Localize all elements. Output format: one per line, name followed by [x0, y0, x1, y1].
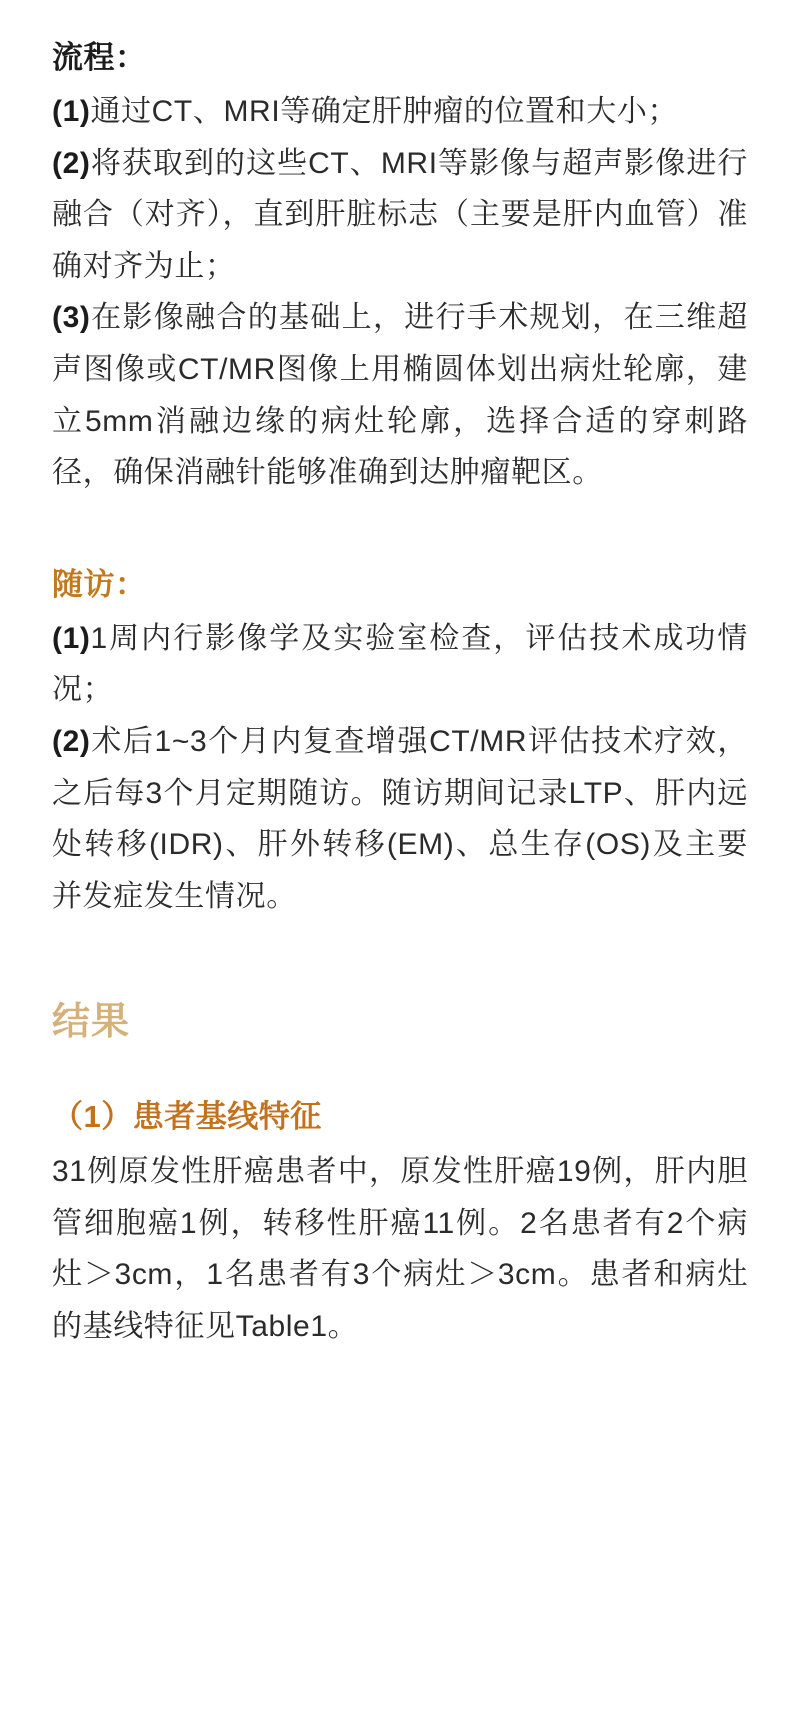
result-subsection-heading: （1）患者基线特征 — [52, 1098, 322, 1134]
procedure-item-3-text: 在影像融合的基础上，进行手术规划，在三维超声图像或CT/MR图像上用椭圆体划出病灶轮廓，建立5mm消融边缘的病灶轮廓，选择合适的穿刺路径，确保消融针能够准确到达肿瘤靶区。 — [52, 301, 748, 490]
procedure-item-1 — [52, 86, 748, 138]
procedure-item-2 — [52, 138, 748, 293]
procedure-item-3 — [52, 292, 748, 498]
procedure-item-2-text: 将获取到的这些CT、MRI等影像与超声影像进行融合（对齐），直到肝脏标志（主要是肝内血管）准确对齐为止； — [52, 146, 748, 283]
result-heading: 结果 — [52, 1001, 131, 1044]
procedure-item-1-marker: (1) — [52, 95, 91, 129]
followup-item-1-marker: (1) — [52, 621, 91, 655]
section-baseline-characteristics — [52, 1094, 748, 1353]
section-gap-2 — [52, 922, 748, 996]
section-gap-1 — [52, 499, 748, 561]
followup-item-2-marker: (2) — [52, 725, 91, 759]
followup-item-1 — [52, 613, 748, 716]
section-label-followup: 随访： — [52, 566, 147, 602]
procedure-item-2-marker: (2) — [52, 146, 91, 180]
section-label-procedure: 流程： — [52, 40, 147, 75]
section-gap-3 — [52, 1050, 748, 1094]
followup-item-2-text: 术后1~3个月内复查增强CT/MR评估技术疗效，之后每3个月定期随访。随访期间记录LTP、肝内远处转移(IDR)、肝外转移(EM)、总生存(OS)及主要并发症发生情况。 — [52, 725, 748, 913]
result-subsection-body: 31例原发性肝癌患者中，原发性肝癌19例，肝内胆管细胞癌1例，转移性肝癌11例。2名患者有2个病灶＞3cm，1名患者有3个病灶＞3cm。患者和病灶的基线特征见Table1。 — [52, 1155, 748, 1343]
section-procedure — [52, 34, 748, 499]
procedure-item-3-marker: (3) — [52, 301, 91, 335]
section-followup — [52, 561, 748, 923]
followup-item-2 — [52, 716, 748, 922]
followup-item-1-text: 1周内行影像学及实验室检查，评估技术成功情况； — [52, 621, 748, 707]
procedure-item-1-text: 通过CT、MRI等确定肝肿瘤的位置和大小； — [90, 95, 679, 129]
